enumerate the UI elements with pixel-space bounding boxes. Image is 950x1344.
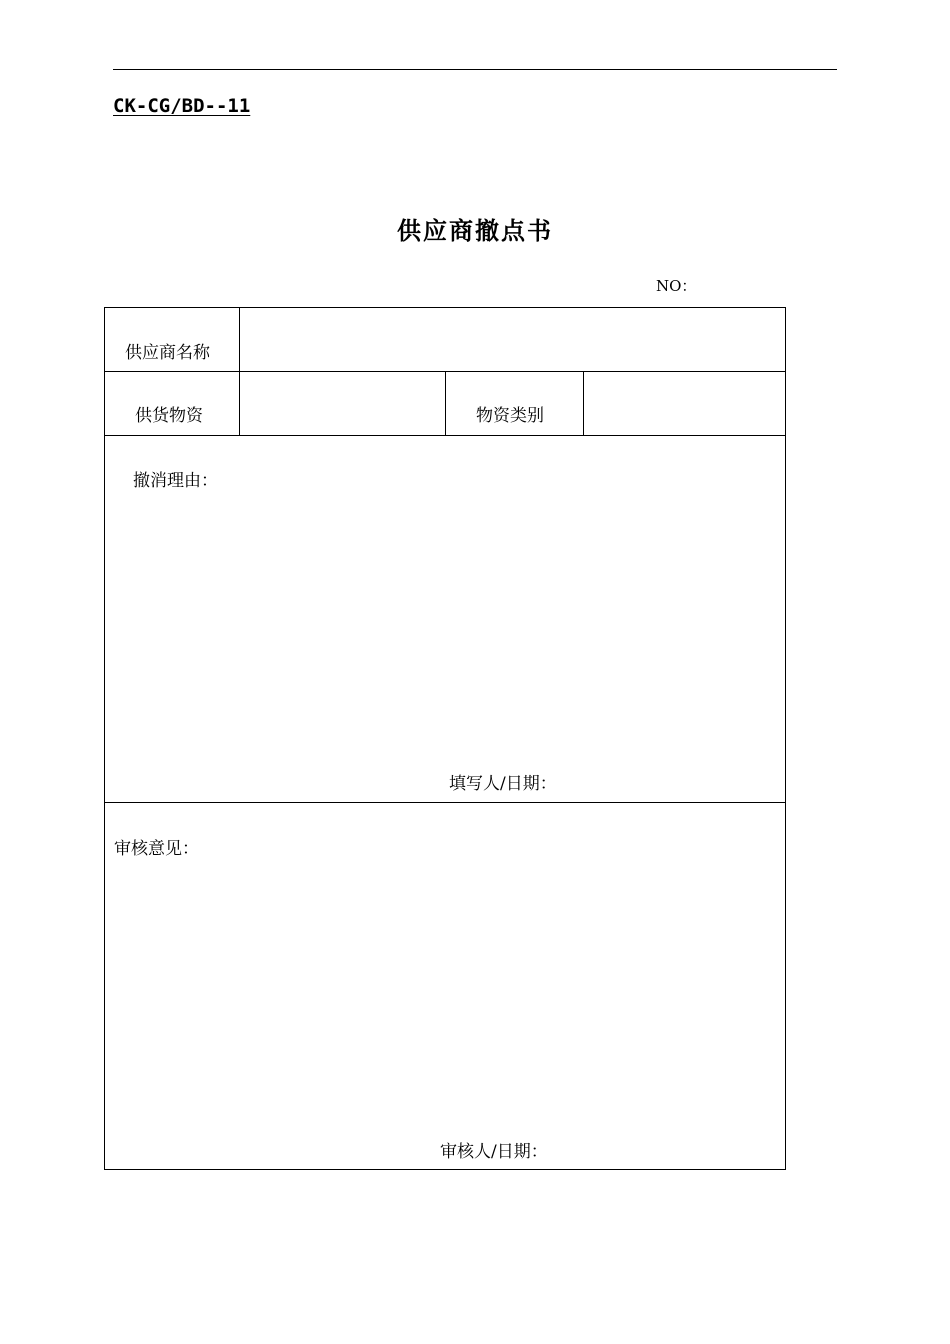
header-rule	[113, 69, 837, 70]
supplied-goods-field[interactable]	[240, 372, 445, 435]
review-opinion-label: 审核意见：	[114, 839, 199, 859]
revocation-reason-area[interactable]	[105, 436, 785, 802]
goods-category-label: 物资类别	[476, 406, 544, 426]
revocation-reason-label: 撤消理由：	[133, 471, 218, 491]
document-code: CK-CG/BD--11	[113, 95, 251, 117]
supplier-name-label: 供应商名称	[125, 343, 210, 363]
page-title: 供应商撤点书	[397, 216, 553, 245]
column-divider	[445, 371, 446, 435]
goods-category-field[interactable]	[584, 372, 785, 435]
supplier-name-field[interactable]	[240, 308, 785, 371]
filler-signature-label: 填写人/日期：	[449, 774, 557, 794]
number-label: NO：	[656, 277, 697, 295]
review-opinion-area[interactable]	[105, 803, 785, 1169]
supplied-goods-label: 供货物资	[135, 406, 203, 426]
revocation-form-table	[104, 307, 786, 1170]
reviewer-signature-label: 审核人/日期：	[440, 1142, 548, 1162]
